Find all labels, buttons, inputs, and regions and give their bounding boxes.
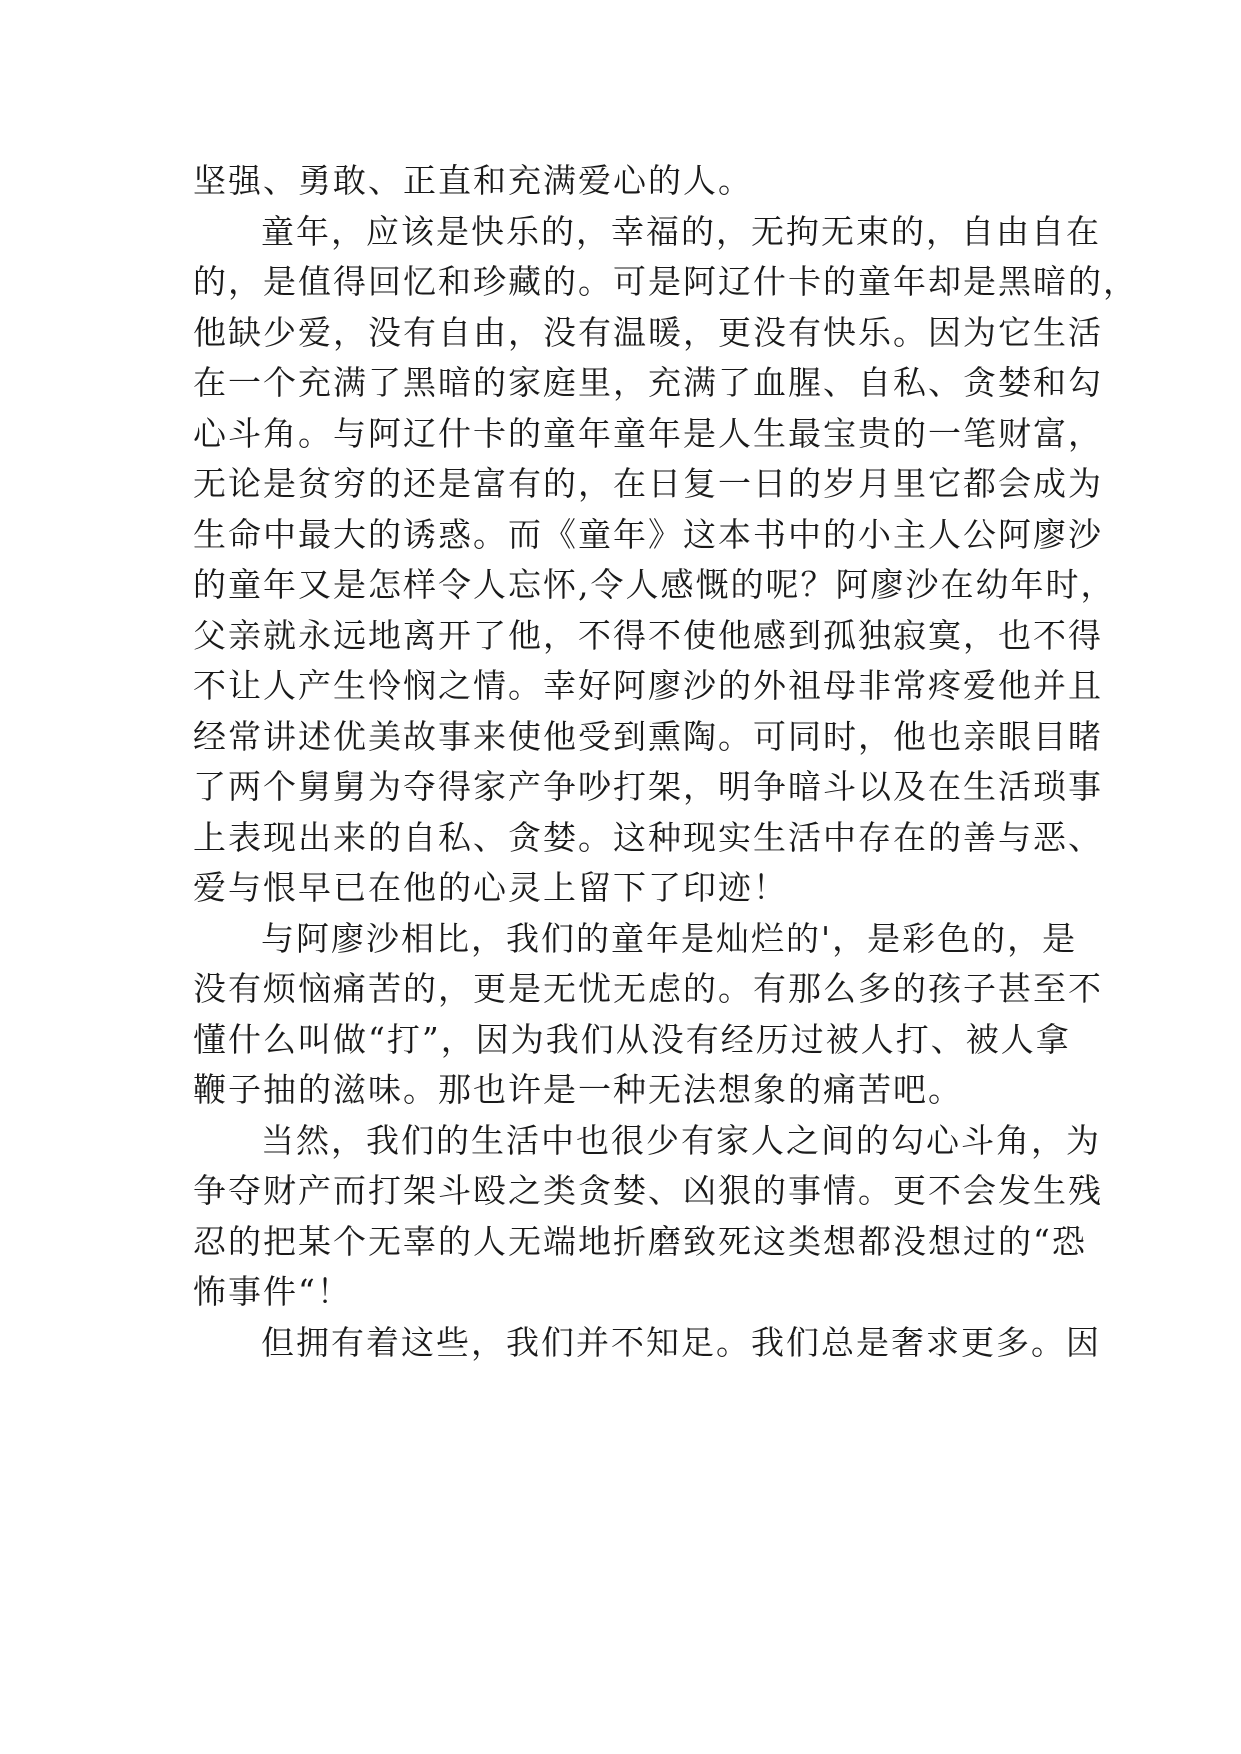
- paragraph-start-line: 与阿廖沙相比，我们的童年是灿烂的'，是彩色的，是: [261, 918, 1078, 958]
- text-line: 懂什么叫做“打”，因为我们从没有经历过被人打、被人拿: [193, 1019, 1071, 1059]
- paragraph-start-line: 童年，应该是快乐的，幸福的，无拘无束的，自由自在: [261, 211, 1101, 251]
- text-line: 上表现出来的自私、贪婪。这种现实生活中存在的善与恶、: [193, 817, 1103, 857]
- paragraph-start-line: 但拥有着这些，我们并不知足。我们总是奢求更多。因: [261, 1322, 1101, 1362]
- text-line: 爱与恨早已在他的心灵上留下了印迹！: [193, 868, 788, 907]
- text-line: 他缺少爱，没有自由，没有温暖，更没有快乐。因为它生活: [193, 312, 1103, 352]
- text-line: 的童年又是怎样令人忘怀,令人感慨的呢？阿廖沙在幼年时，: [193, 565, 1116, 604]
- text-line: 心斗角。与阿辽什卡的童年童年是人生最宝贵的一笔财富，: [193, 413, 1103, 453]
- text-line: 不让人产生怜悯之情。幸好阿廖沙的外祖母非常疼爱他并且: [193, 666, 1103, 705]
- text-line: 坚强、勇敢、正直和充满爱心的人。: [193, 161, 753, 200]
- text-line: 鞭子抽的滋味。那也许是一种无法想象的痛苦吧。: [193, 1070, 963, 1109]
- text-line: 了两个舅舅为夺得家产争吵打架，明争暗斗以及在生活琐事: [193, 767, 1103, 806]
- text-line: 怖事件“！: [193, 1272, 352, 1311]
- paragraph-start-line: 当然，我们的生活中也很少有家人之间的勾心斗角，为: [261, 1120, 1101, 1160]
- text-line: 经常讲述优美故事来使他受到熏陶。可同时，他也亲眼目睹: [193, 716, 1103, 756]
- text-line: 忍的把某个无辜的人无端地折磨致死这类想都没想过的“恐: [193, 1221, 1087, 1261]
- body-text: [193, 156, 1138, 1368]
- text-line: 生命中最大的诱惑。而《童年》这本书中的小主人公阿廖沙: [193, 514, 1103, 554]
- text-line: 父亲就永远地离开了他，不得不使他感到孤独寂寞，也不得: [193, 615, 1103, 655]
- text-line: 的，是值得回忆和珍藏的。可是阿辽什卡的童年却是黑暗的，: [193, 262, 1138, 301]
- text-line: 在一个充满了黑暗的家庭里，充满了血腥、自私、贪婪和勾: [193, 363, 1103, 402]
- text-line: 无论是贫穷的还是富有的，在日复一日的岁月里它都会成为: [193, 464, 1103, 503]
- text-line: 没有烦恼痛苦的，更是无忧无虑的。有那么多的孩子甚至不: [193, 969, 1103, 1008]
- text-line: 争夺财产而打架斗殴之类贪婪、凶狠的事情。更不会发生残: [193, 1171, 1103, 1210]
